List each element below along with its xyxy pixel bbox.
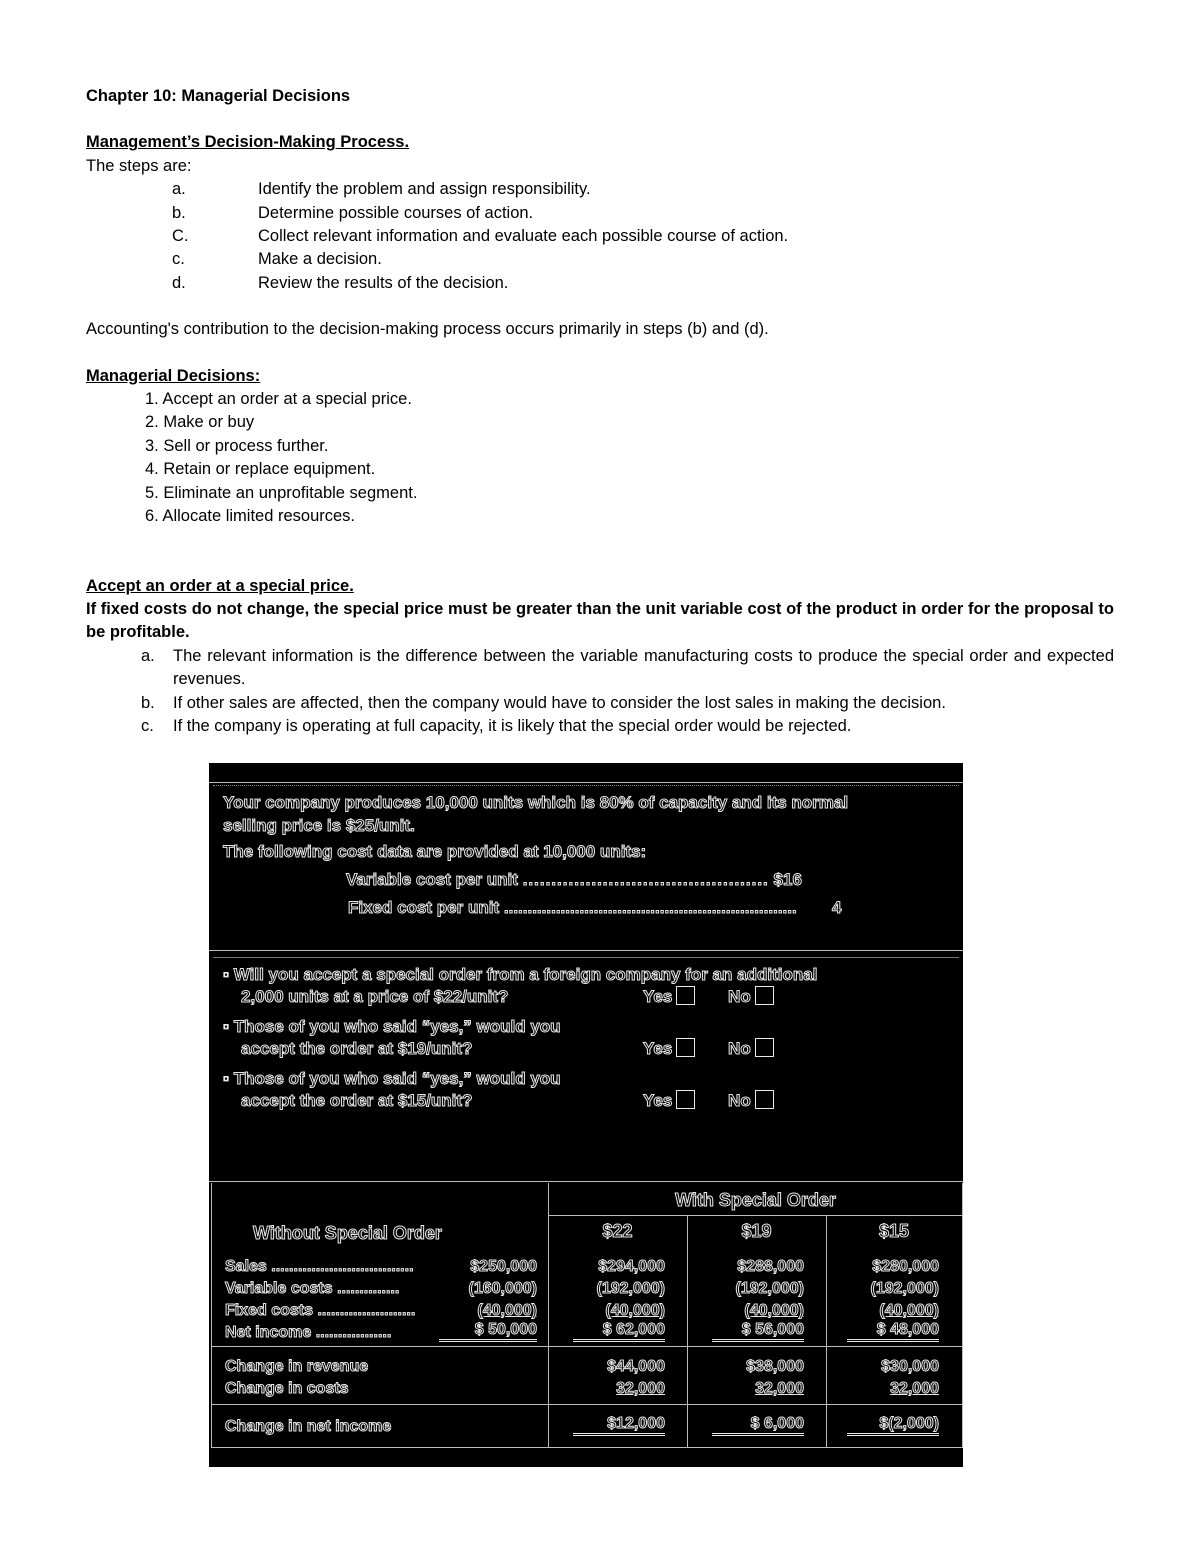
step-text: Identify the problem and assign responsibility. xyxy=(258,180,591,199)
decisions-list xyxy=(86,388,1114,528)
table-cell: $288,000 xyxy=(737,1258,804,1275)
step-text: Collect relevant information and evaluate each possible course of action. xyxy=(258,227,789,246)
fixed-cost-label: Fixed cost per unit xyxy=(348,898,500,917)
list-item xyxy=(86,692,1114,715)
variable-cost-label: Variable cost per unit xyxy=(346,870,518,889)
question-1-line-2: 2,000 units at a price of $22/unit? xyxy=(241,987,509,1006)
slide-text-line: selling price is $25/unit. xyxy=(223,816,415,835)
grid-line xyxy=(962,1183,963,1448)
process-heading: Management’s Decision-Making Process. xyxy=(86,133,410,152)
list-item: 2. Make or buy xyxy=(145,413,255,432)
table-cell: $12,000 xyxy=(573,1415,665,1436)
no-label: No xyxy=(728,1039,751,1058)
question-3-line-2: accept the order at $15/unit? xyxy=(241,1091,473,1110)
grid-line xyxy=(826,1215,827,1448)
variable-cost-row xyxy=(346,868,802,891)
point-text: The relevant information is the difference between the variable manufacturing costs to produce the special order and expected revenues. xyxy=(173,646,1114,689)
special-rule: If fixed costs do not change, the special price must be greater than the unit variable cost of the product in order for the proposal to be profitable. xyxy=(86,599,1114,642)
list-item: 1. Accept an order at a special price. xyxy=(145,390,412,409)
table-cell: (40,000) xyxy=(605,1302,665,1319)
variable-cost-value: $16 xyxy=(773,870,802,889)
step-text: Review the results of the decision. xyxy=(258,273,509,292)
special-heading: Accept an order at a special price. xyxy=(86,576,354,595)
special-points xyxy=(86,645,1114,739)
point-letter: a. xyxy=(141,646,155,665)
change-net-income-label: Change in net income xyxy=(225,1418,392,1435)
row-label: Net income xyxy=(225,1324,312,1341)
row-label: Fixed costs xyxy=(225,1302,314,1319)
divider xyxy=(213,957,959,958)
no-checkbox[interactable] xyxy=(755,1038,774,1057)
base-value: $250,000 xyxy=(470,1258,537,1275)
step-letter: C. xyxy=(172,227,189,246)
grid-line xyxy=(687,1215,688,1448)
list-item xyxy=(86,225,1114,248)
table-cell: $38,000 xyxy=(746,1358,804,1375)
slide-text-line: The following cost data are provided at 10,000 units: xyxy=(223,842,647,861)
step-text: Make a decision. xyxy=(258,250,382,269)
point-letter: b. xyxy=(141,693,155,712)
step-letter: b. xyxy=(172,203,186,222)
list-item xyxy=(86,248,1114,271)
slide-questions xyxy=(209,950,963,1181)
grid-line xyxy=(548,1215,963,1216)
with-special-order-header: With Special Order xyxy=(675,1190,836,1210)
question-3-line-1: ▫ Those of you who said “yes,” would you xyxy=(223,1069,561,1088)
yes-checkbox[interactable] xyxy=(676,1090,695,1109)
change-costs-label: Change in costs xyxy=(225,1380,349,1397)
list-item: 4. Retain or replace equipment. xyxy=(145,460,376,479)
list-item xyxy=(86,272,1114,295)
table-cell: $ 48,000 xyxy=(847,1321,939,1342)
question-1-line-1: ▫ Will you accept a special order from a foreign company for an additional xyxy=(223,965,818,984)
slide-text-line: Your company produces 10,000 units which is 80% of capacity and its normal xyxy=(223,793,849,812)
list-item xyxy=(86,202,1114,225)
change-revenue-label: Change in revenue xyxy=(225,1358,369,1375)
yes-checkbox[interactable] xyxy=(676,986,695,1005)
table-cell: $294,000 xyxy=(598,1258,665,1275)
table-row-label xyxy=(225,1277,399,1300)
table-cell: 32,000 xyxy=(890,1380,939,1397)
yes-label: Yes xyxy=(643,987,673,1006)
table-cell: $ 62,000 xyxy=(573,1321,665,1342)
question-2-line-1: ▫ Those of you who said “yes,” would you xyxy=(223,1017,561,1036)
leader-dots: ................................ xyxy=(271,1258,414,1275)
leader-dots: .............................................................. xyxy=(503,898,797,917)
leader-dots: ........................................... xyxy=(522,870,769,889)
step-letter: a. xyxy=(172,180,186,199)
price-header: $15 xyxy=(878,1221,910,1241)
list-item: 6. Allocate limited resources. xyxy=(145,507,356,526)
slide-company-data xyxy=(209,763,963,950)
table-row-label xyxy=(225,1321,391,1344)
list-item xyxy=(86,645,1114,692)
without-special-order-header: Without Special Order xyxy=(253,1223,442,1243)
table-cell: $ 6,000 xyxy=(712,1415,804,1436)
leader-dots: ................. xyxy=(315,1324,392,1341)
grid-line xyxy=(211,1447,963,1448)
yes-checkbox[interactable] xyxy=(676,1038,695,1057)
question-3-answers xyxy=(643,1089,774,1112)
row-label: Variable costs xyxy=(225,1280,333,1297)
list-item xyxy=(86,178,1114,201)
grid-line xyxy=(211,1346,963,1347)
table-cell: (192,000) xyxy=(870,1280,939,1297)
grid-line xyxy=(211,1183,212,1448)
grid-line xyxy=(211,1404,963,1405)
process-intro: The steps are: xyxy=(86,156,192,175)
price-header: $22 xyxy=(602,1221,633,1241)
list-item: 5. Eliminate an unprofitable segment. xyxy=(145,483,418,502)
no-label: No xyxy=(728,1091,751,1110)
point-text: If other sales are affected, then the company would have to consider the lost sales in making the decision. xyxy=(173,693,946,712)
table-cell: (192,000) xyxy=(735,1280,804,1297)
point-text: If the company is operating at full capacity, it is likely that the special order would be rejected. xyxy=(173,716,852,735)
question-2-answers xyxy=(643,1037,774,1060)
base-value: (40,000) xyxy=(477,1302,537,1319)
question-1-answers xyxy=(643,985,774,1008)
process-steps xyxy=(86,178,1114,295)
table-cell: $280,000 xyxy=(872,1258,939,1275)
table-cell: $(2,000) xyxy=(847,1415,939,1436)
step-letter: c. xyxy=(172,250,185,269)
table-cell: 32,000 xyxy=(616,1380,665,1397)
decisions-heading: Managerial Decisions: xyxy=(86,366,261,385)
page-title: Chapter 10: Managerial Decisions xyxy=(86,87,351,105)
table-cell: $30,000 xyxy=(881,1358,939,1375)
row-label: Sales xyxy=(225,1258,267,1275)
table-cell: (192,000) xyxy=(596,1280,665,1297)
leader-dots: .............. xyxy=(337,1280,400,1297)
fixed-cost-row xyxy=(348,896,841,919)
leader-dots: ...................... xyxy=(317,1302,416,1319)
no-checkbox[interactable] xyxy=(755,1090,774,1109)
slide-comparison-table xyxy=(209,1181,963,1467)
slide-title-bar xyxy=(209,763,963,783)
no-label: No xyxy=(728,987,751,1006)
grid-line xyxy=(209,1181,963,1182)
yes-label: Yes xyxy=(643,1091,673,1110)
base-value: (160,000) xyxy=(468,1280,537,1297)
no-checkbox[interactable] xyxy=(755,986,774,1005)
base-value: $ 50,000 xyxy=(439,1321,537,1342)
question-2-line-2: accept the order at $19/unit? xyxy=(241,1039,473,1058)
list-item: 3. Sell or process further. xyxy=(145,436,329,455)
step-letter: d. xyxy=(172,273,186,292)
fixed-cost-value: 4 xyxy=(831,898,842,917)
table-cell: (40,000) xyxy=(744,1302,804,1319)
step-text: Determine possible courses of action. xyxy=(258,203,534,222)
document-page xyxy=(86,85,1114,738)
yes-label: Yes xyxy=(643,1039,673,1058)
table-cell: 32,000 xyxy=(755,1380,804,1397)
point-letter: c. xyxy=(141,716,154,735)
table-cell: $ 56,000 xyxy=(712,1321,804,1342)
table-cell: $44,000 xyxy=(607,1358,665,1375)
price-header: $19 xyxy=(741,1221,772,1241)
process-note: Accounting's contribution to the decision-making process occurs primarily in steps (b) and (d). xyxy=(86,320,769,339)
table-row-label xyxy=(225,1255,414,1278)
table-row-label xyxy=(225,1299,415,1322)
table-cell: (40,000) xyxy=(879,1302,939,1319)
list-item xyxy=(86,715,1114,738)
